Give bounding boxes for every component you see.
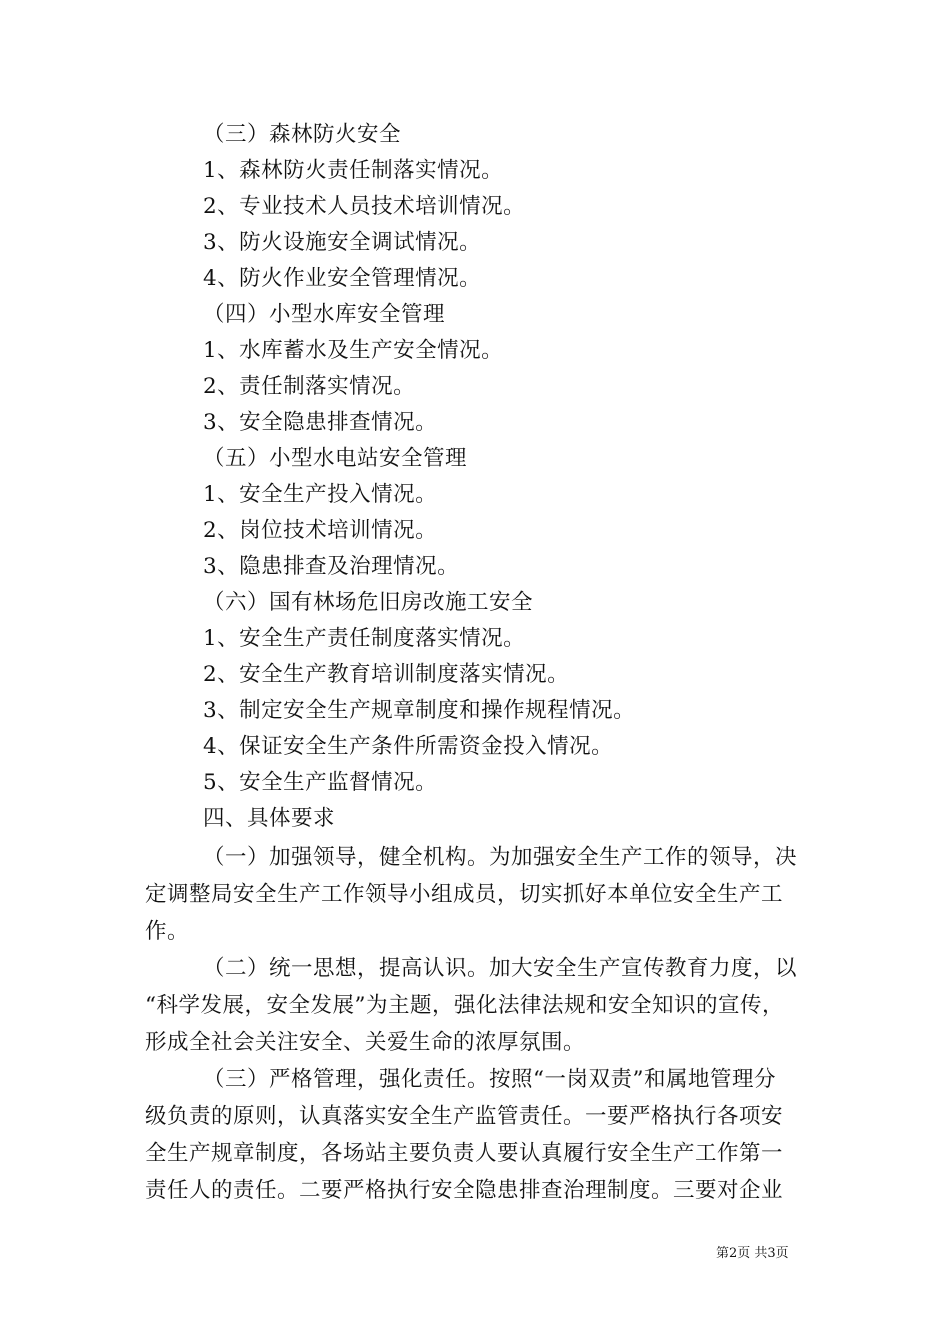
list-item: 2、安全生产教育培训制度落实情况。: [203, 662, 570, 687]
paragraph-line: 责任人的责任。二要严格执行安全隐患排查治理制度。三要对企业: [145, 1178, 784, 1203]
subsection-heading-3: （三）森林防火安全: [203, 122, 402, 147]
list-item: 2、专业技术人员技术培训情况。: [203, 194, 526, 219]
paragraph-line: 作。: [145, 919, 190, 944]
list-item: 1、安全生产责任制度落实情况。: [203, 626, 526, 651]
subsection-heading-6: （六）国有林场危旧房改施工安全: [203, 590, 534, 615]
paragraph-line: 定调整局安全生产工作领导小组成员，切实抓好本单位安全生产工: [145, 882, 784, 907]
list-item: 3、安全隐患排查情况。: [203, 410, 438, 435]
list-item: 1、安全生产投入情况。: [203, 482, 438, 507]
paragraph-line: （一）加强领导，健全机构。为加强安全生产工作的领导，决: [203, 845, 798, 870]
list-item: 2、责任制落实情况。: [203, 374, 416, 399]
paragraph-line: （三）严格管理，强化责任。按照“一岗双责”和属地管理分: [203, 1067, 776, 1092]
list-item: 5、安全生产监督情况。: [203, 770, 438, 795]
list-item: 4、防火作业安全管理情况。: [203, 266, 482, 291]
list-item: 1、森林防火责任制落实情况。: [203, 158, 504, 183]
list-item: 3、隐患排查及治理情况。: [203, 554, 460, 579]
paragraph-line: 形成全社会关注安全、关爱生命的浓厚氛围。: [145, 1030, 586, 1055]
list-item: 2、岗位技术培训情况。: [203, 518, 438, 543]
section-heading-4: 四、具体要求: [203, 806, 336, 831]
list-item: 3、制定安全生产规章制度和操作规程情况。: [203, 698, 636, 723]
page-number: 第2页 共3页: [716, 1246, 789, 1261]
paragraph-line: （二）统一思想，提高认识。加大安全生产宣传教育力度，以: [203, 956, 798, 981]
list-item: 4、保证安全生产条件所需资金投入情况。: [203, 734, 614, 759]
list-item: 1、水库蓄水及生产安全情况。: [203, 338, 504, 363]
subsection-heading-4: （四）小型水库安全管理: [203, 302, 446, 327]
paragraph-line: 级负责的原则，认真落实安全生产监管责任。一要严格执行各项安: [145, 1104, 784, 1129]
list-item: 3、防火设施安全调试情况。: [203, 230, 482, 255]
subsection-heading-5: （五）小型水电站安全管理: [203, 446, 468, 471]
paragraph-line: “科学发展，安全发展”为主题，强化法律法规和安全知识的宣传，: [145, 993, 784, 1018]
paragraph-line: 全生产规章制度，各场站主要负责人要认真履行安全生产工作第一: [145, 1141, 784, 1166]
